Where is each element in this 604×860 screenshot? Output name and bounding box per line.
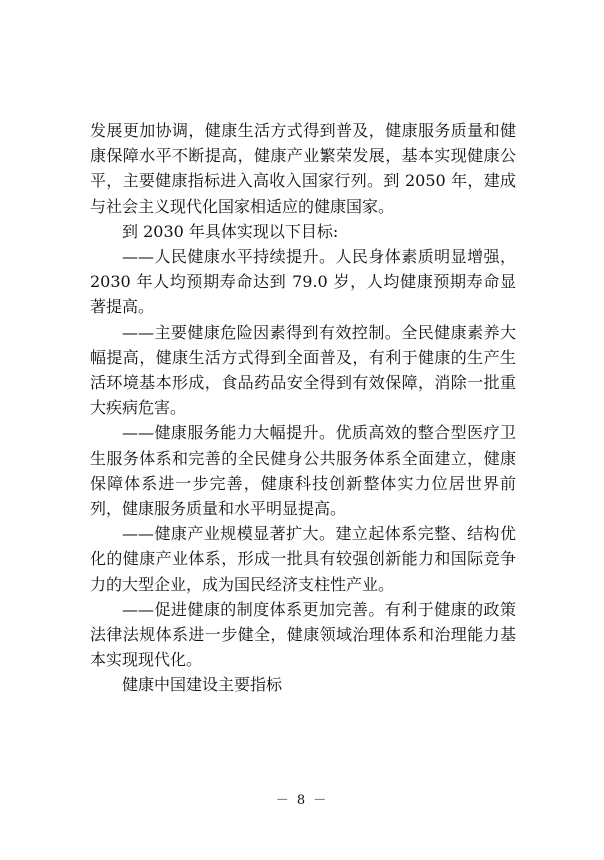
paragraph-target-service-capacity: ——健康服务能力大幅提升。优质高效的整合型医疗卫生服务体系和完善的全民健身公共服务体系全面建立，健康保障体系进一步完善，健康科技创新整体实力位居世界前列，健康服务质量和水平明显提高。 [90, 423, 516, 519]
paragraph-target-health-level: ——人民健康水平持续提升。人民身体素质明显增强，2030 年人均预期寿命达到 79.0 岁，人均健康预期寿命显著提高。 [90, 247, 516, 317]
section-heading-main-indicators: 健康中国建设主要指标 [122, 675, 283, 695]
paragraph-target-risk-control: ——主要健康危险因素得到有效控制。全民健康素养大幅提高，健康生活方式得到全面普及，有利于健康的生产生活环境基本形成，食品药品安全得到有效保障，消除一批重大疾病危害。 [90, 322, 516, 418]
paragraph-target-institutional-system: ——促进健康的制度体系更加完善。有利于健康的政策法律法规体系进一步健全，健康领域治理体系和治理能力基本实现现代化。 [90, 599, 516, 670]
paragraph-target-industry-scale: ——健康产业规模显著扩大。建立起体系完整、结构优化的健康产业体系，形成一批具有较强创新能力和国际竞争力的大型企业，成为国民经济支柱性产业。 [90, 524, 516, 594]
document-body [90, 118, 516, 698]
paragraph-targets-intro: 到 2030 年具体实现以下目标: [122, 221, 339, 241]
page-number: － 8 － [275, 793, 329, 808]
paragraph-continuation: 发展更加协调，健康生活方式得到普及，健康服务质量和健康保障水平不断提高，健康产业繁荣发展，基本实现健康公平，主要健康指标进入高收入国家行列。到 2050 年，建成与社会主义现代化国家相适应的健康国家。 [90, 121, 516, 216]
